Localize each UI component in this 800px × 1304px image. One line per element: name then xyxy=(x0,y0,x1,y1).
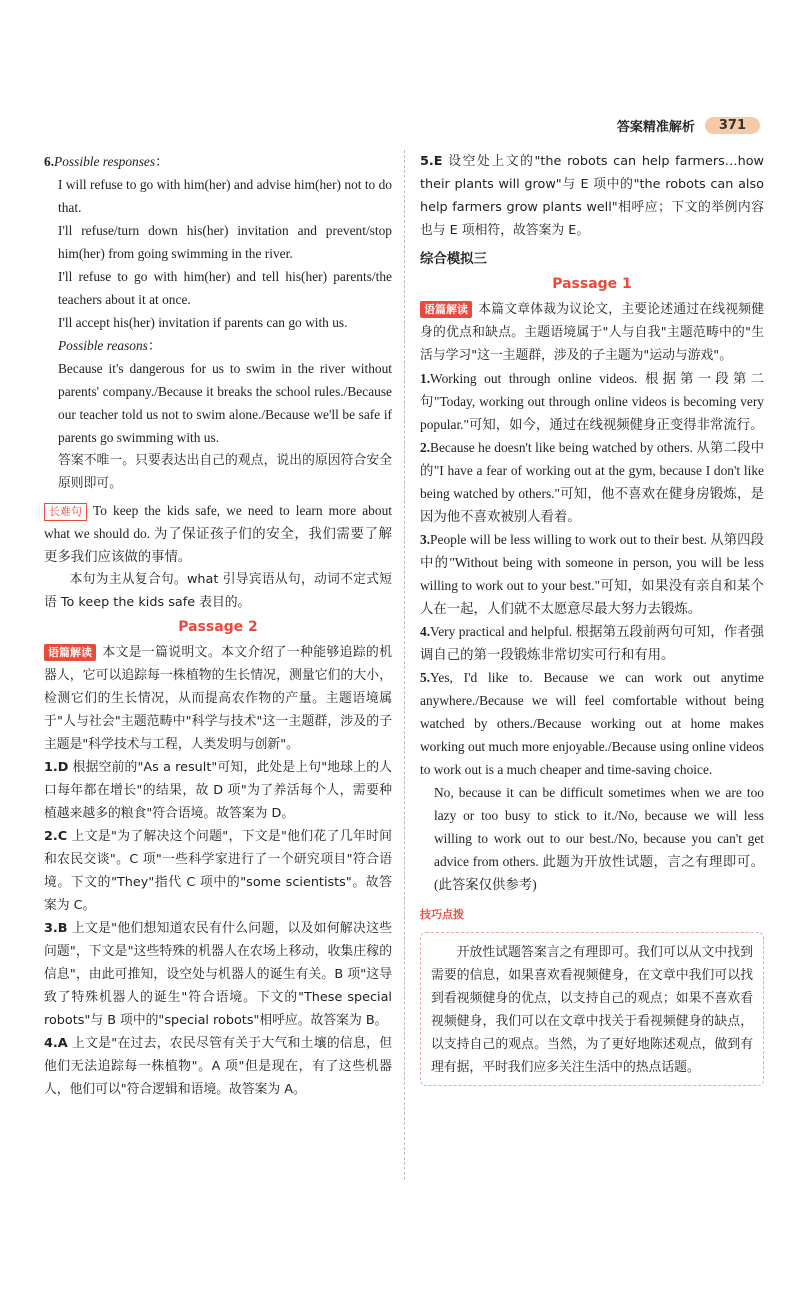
passage-2-title: Passage 2 xyxy=(178,619,258,635)
response-3: I'll refuse to go with him(her) and tell his(her) parents/the teachers about it at once. xyxy=(58,269,392,307)
b-answer-2: 2.Because he doesn't like being watched by others. 从第二段中的"I have a fear of working out at the gym, because I don't like being watched by others."可知，他不喜欢在健身房锻炼，是因为他不喜欢被别人看着。 xyxy=(420,440,764,524)
answer-3: 3.B 上文是"他们想知道农民有什么问题，以及如何解决这些问题"，下文是"这些特殊的机器人在农场上移动，收集庄稼的信息"，由此可推知，设空处与机器人的诞生有关。B 项"这导致了特殊机器人的诞生"符合语境。下文的"These special robots"与 B 项中的"special robots"相呼应。故答案为 B。 xyxy=(44,921,392,1028)
reasons-text: Because it's dangerous for us to swim in the river without parents' company./Because it breaks the school rules./Because our teacher told us not to swim alone./Because we'll be safe if parents go swimming with us. xyxy=(58,361,392,445)
tips-heading xyxy=(420,902,764,926)
tips-box xyxy=(420,932,764,1086)
long-sentence: 长难句 To keep the kids safe, we need to learn more about what we should do. 为了保证孩子们的安全，我们需要了解更多我们应该做的事情。 xyxy=(44,503,392,564)
answer-1: 1.D 根据空前的"As a result"可知，此处是上句"地球上的人口每年都在增长"的结果，故 D 项"为了养活每个人，需要种植越来越多的粮食"符合语境。故答案为 D。 xyxy=(44,760,392,821)
section-title: 综合模拟三 xyxy=(420,252,487,267)
passage-1-intro: 语篇解读 本篇文章体裁为议论文，主要论述通过在线视频健身的优点和缺点。主题语境属于"人与自我"主题范畴中的"生活与学习"这一主题群，涉及的子主题为"运动与游戏"。 xyxy=(420,302,764,363)
tips-tag: 技巧点拨 xyxy=(420,908,464,921)
reading-tag: 语篇解读 xyxy=(44,644,96,661)
left-column xyxy=(44,150,392,1101)
answer-5: 5.E 设空处上文的"the robots can help farmers…how their plants will grow"与 E 项中的"the robots can also help farmers grow plants well"相呼应；下文的举例内容也与 E 项相符，故答案为 E。 xyxy=(420,154,765,238)
page-header xyxy=(617,114,760,136)
tips-text: 开放性试题答案言之有理即可。我们可以从文中找到需要的信息，如果喜欢看视频健身，在文章中我们可以找到看视频健身的优点，以支持自己的观点；如果不喜欢看视频健身，我们可以在文章中找关于看视频健身的缺点，以支持自己的观点。当然，为了更好地陈述观点，做到有理有据，平时我们应多关注生活中的热点话题。 xyxy=(431,945,753,1075)
response-1: I will refuse to go with him(her) and advise him(her) not to do that. xyxy=(58,177,392,215)
header-title: 答案精准解析 xyxy=(616,119,695,135)
reasons-heading: Possible reasons： xyxy=(58,338,162,353)
passage-2-intro: 语篇解读 本文是一篇说明文。本文介绍了一种能够追踪的机器人，它可以追踪每一株植物的生长情况，测量它们的大小，检测它们的生长情况，从而提高农作物的产量。主题语境属于"人与社会"主题范畴中"科学与技术"这一主题群，涉及的子主题是"科学技术与工程，人类发明与创新"。 xyxy=(44,645,392,752)
q6-heading: 6.Possible responses： xyxy=(44,154,169,169)
page-number: 371 xyxy=(705,117,760,134)
answer-note: 答案不唯一。只要表达出自己的观点，说出的原因符合安全原则即可。 xyxy=(58,453,392,491)
answer-2: 2.C 上文是"为了解决这个问题"，下文是"他们花了几年时间和农民交谈"。C 项"一些科学家进行了一个研究项目"符合语境。下文的"They"指代 C 项中的"some scientists"。故答案为 C。 xyxy=(44,829,392,913)
b-answer-5: 5.Yes, I'd like to. Because we can work out anytime anywhere./Because we will feel comfortable without being watched by others./Because working out at home makes working out much more enjoyable./Because using online videos to work out is a much cheaper and time-saving choice. xyxy=(420,670,764,777)
right-column xyxy=(420,150,764,1086)
passage-1-title: Passage 1 xyxy=(552,276,632,292)
column-divider xyxy=(404,150,405,1180)
b-answer-1: 1.Working out through online videos. 根据第一段第二句"Today, working out through online videos is becoming very popular."可知，如今，通过在线视频健身正变得非常流行。 xyxy=(420,371,764,432)
b-answer-5-no: No, because it can be difficult sometimes when we are too lazy or too busy to stick to it./No, because we will less willing to work out to our best./No, because you can't get advice from others. 此题为开放性试题，言之有理即可。(此答案仅供参考) xyxy=(434,785,764,892)
long-sentence-tag: 长难句 xyxy=(44,503,87,521)
answer-4: 4.A 上文是"在过去，农民尽管有关于大气和土壤的信息，但他们无法追踪每一株植物"。A 项"但是现在，有了这些机器人，他们可以"符合逻辑和语境。故答案为 A。 xyxy=(44,1036,392,1097)
b-answer-3: 3.People will be less willing to work out to their best. 从第四段中的"Without being with someone in person, you will be less willing to work out to your best."可知，如果没有亲自和某个人在一起，人们就不太愿意尽最大努力去锻炼。 xyxy=(420,532,764,616)
reading-tag: 语篇解读 xyxy=(420,301,472,318)
b-answer-4: 4.Very practical and helpful. 根据第五段前两句可知，作者强调自己的第一段锻炼非常切实可行和有用。 xyxy=(420,624,764,662)
response-4: I'll accept his(her) invitation if parents can go with us. xyxy=(58,315,348,330)
response-2: I'll refuse/turn down his(her) invitation and prevent/stop him(her) from going swimming in the river. xyxy=(58,223,392,261)
long-sentence-analysis: 本句为主从复合句。what 引导宾语从句，动词不定式短语 To keep the kids safe 表目的。 xyxy=(44,572,392,610)
